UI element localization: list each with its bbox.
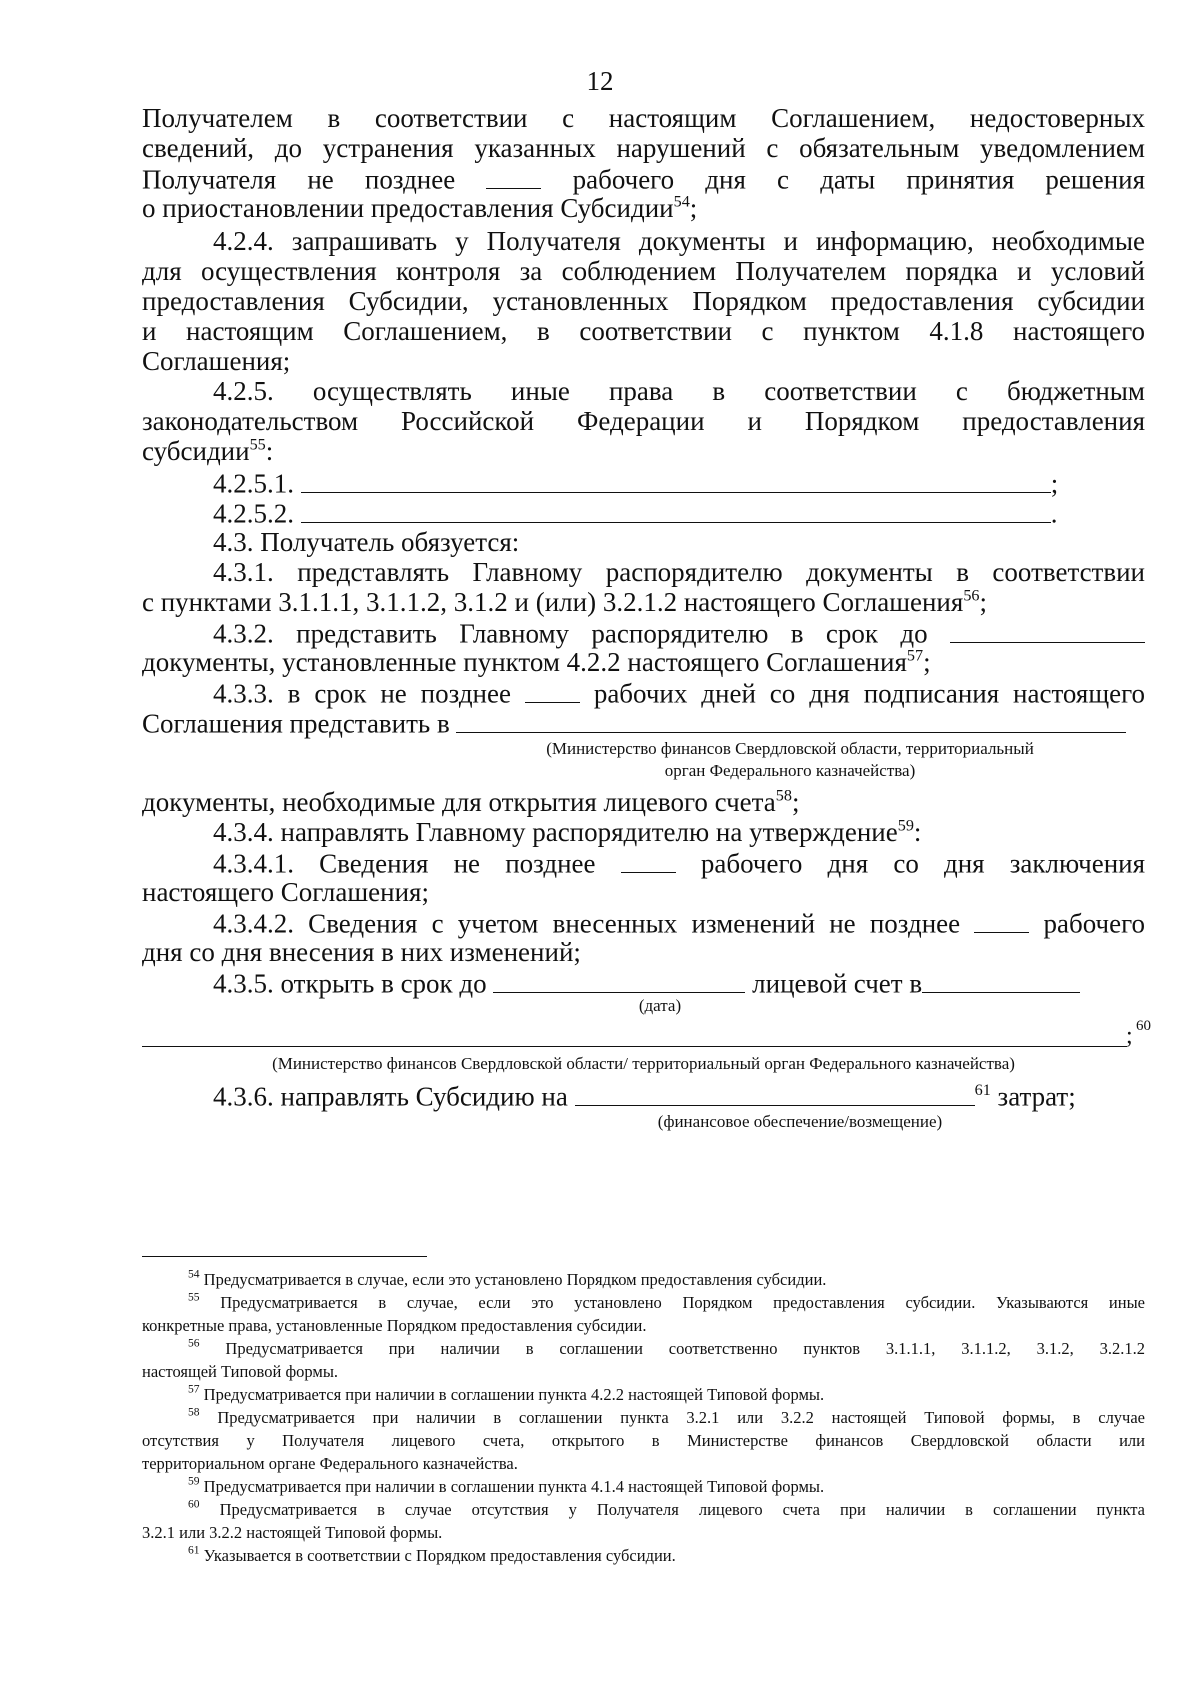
- text-line: [142, 646, 1145, 678]
- footnote-text: Предусматривается при наличии в соглашении пункта 3.2.1 или 3.2.2 настоящей Типовой формы, в случае: [217, 1408, 1145, 1427]
- footnote-number: 55: [188, 1291, 200, 1304]
- text-fragment: 4.2.5.1.: [213, 468, 294, 499]
- text-fragment: 4.3.4.1. Сведения не позднее: [213, 848, 596, 879]
- footnote-number: 58: [188, 1406, 200, 1419]
- blank-field: [456, 706, 1126, 733]
- paragraph-4-3-4: [213, 816, 1145, 848]
- paragraph-4-3-3: [213, 676, 1145, 710]
- paragraph-4-2-5: 4.2.5. осуществлять иные права в соответствии с бюджетным: [213, 376, 1145, 406]
- text-fragment: ;: [979, 587, 988, 617]
- text-fragment: 4.2.5.2.: [213, 498, 294, 529]
- footnote-line: 3.2.1 или 3.2.2 настоящей Типовой формы.: [142, 1523, 443, 1542]
- field-caption: [480, 738, 1100, 782]
- text-line: для осуществления контроля за соблюдением Получателем порядка и условий: [142, 256, 1145, 286]
- footnote-line: настоящей Типовой формы.: [142, 1362, 339, 1381]
- text-fragment: ;: [1050, 468, 1059, 499]
- text-line: предоставления Субсидии, установленных Порядком предоставления субсидии: [142, 286, 1145, 316]
- blank-field: [621, 846, 676, 873]
- footnote-line: отсутствия у Получателя лицевого счета, открытого в Министерстве финансов Свердловской области или: [142, 1431, 1145, 1450]
- text-fragment: Получателя не позднее: [142, 164, 456, 195]
- footnote-text: Предусматривается при наличии в соглашении пункта 4.2.2 настоящей Типовой формы.: [203, 1385, 825, 1404]
- footnote-number: 57: [188, 1383, 200, 1396]
- footnote-text: Указывается в соответствии с Порядком предоставления субсидии.: [203, 1546, 676, 1565]
- text-line: и настоящим Соглашением, в соответствии с пунктом 4.1.8 настоящего: [142, 316, 1145, 346]
- text-fragment: рабочего дня со дня заключения: [700, 848, 1146, 879]
- footnote-56: [188, 1337, 1145, 1360]
- blank-field: [950, 616, 1145, 643]
- text-fragment: :: [913, 817, 922, 847]
- paragraph-4-3-1: 4.3.1. представлять Главному распорядителю документы в соответствии: [213, 557, 1145, 587]
- text-fragment: затрат;: [997, 1081, 1076, 1112]
- blank-field: [493, 966, 745, 993]
- blank-field: [486, 162, 541, 189]
- paragraph-4-2-4: 4.2.4. запрашивать у Получателя документы и информацию, необходимые: [213, 226, 1145, 256]
- footnote-separator: [142, 1256, 427, 1257]
- text-line: [142, 786, 1145, 818]
- text-fragment: о приостановлении предоставления Субсидии: [142, 193, 674, 223]
- text-line: [142, 435, 1145, 467]
- text-fragment: 4.3.3. в срок не позднее: [213, 678, 511, 709]
- text-fragment: Соглашения представить в: [142, 708, 450, 739]
- text-fragment: рабочих дней со дня подписания настоящего: [593, 678, 1146, 709]
- blank-field: [922, 966, 1080, 993]
- text-fragment: документы, необходимые для открытия лицевого счета: [142, 787, 776, 817]
- text-fragment: 4.3.5. открыть в срок до: [213, 968, 487, 999]
- paragraph-4-3-6: [213, 1079, 1145, 1113]
- paragraph-4-3: 4.3. Получатель обязуется:: [213, 527, 520, 557]
- text-fragment: рабочего: [1043, 908, 1145, 939]
- paragraph-4-3-2: [213, 616, 1145, 650]
- text-line: Соглашения;: [142, 346, 291, 376]
- footnote-60: [188, 1498, 1145, 1521]
- text-line: [142, 192, 1145, 224]
- footnote-number: 61: [188, 1544, 200, 1557]
- paragraph-4-2-5-1: [213, 466, 1145, 500]
- footnote-text: Предусматривается при наличии в соглашении пункта 4.1.4 настоящей Типовой формы.: [203, 1477, 825, 1496]
- text-fragment: ;: [689, 193, 698, 223]
- paragraph-4-3-4-1: [213, 846, 1145, 880]
- text-fragment: документы, установленные пунктом 4.2.2 настоящего Соглашения: [142, 647, 907, 677]
- blank-field: [301, 466, 1051, 493]
- text-line: дня со дня внесения в них изменений;: [142, 937, 581, 967]
- footnote-ref: 61: [974, 1081, 991, 1100]
- footnote-text: Предусматривается при наличии в соглашении соответственно пунктов 3.1.1.1, 3.1.1.2, 3.1.2, 3.2.1.2: [225, 1339, 1145, 1358]
- text-fragment: ;: [923, 647, 931, 677]
- page-number: 12: [586, 66, 614, 96]
- footnote-58: [188, 1406, 1145, 1429]
- field-caption: (Министерство финансов Свердловской области/ территориальный орган Федерального казначейства): [272, 1054, 1015, 1073]
- text-line: Получателем в соответствии с настоящим Соглашением, недостоверных: [142, 103, 1145, 133]
- text-fragment: :: [265, 436, 274, 466]
- text-line: законодательством Российской Федерации и Порядком предоставления: [142, 406, 1145, 436]
- footnote-59: [188, 1475, 1145, 1498]
- text-line: настоящего Соглашения;: [142, 877, 429, 907]
- footnote-number: 54: [188, 1268, 200, 1281]
- text-fragment: 4.3.4.2. Сведения с учетом внесенных изменений не позднее: [213, 908, 961, 939]
- text-fragment: 4.3.6. направлять Субсидию на: [213, 1081, 568, 1112]
- paragraph-4-3-4-2: [213, 906, 1145, 940]
- field-caption: (финансовое обеспечение/возмещение): [657, 1112, 943, 1131]
- text-line: [142, 706, 1145, 740]
- blank-field: [142, 1046, 1127, 1047]
- footnote-ref: 56: [963, 586, 980, 605]
- footnote-text: Предусматривается в случае, если это установлено Порядком предоставления субсидии.: [203, 1270, 827, 1289]
- text-line: сведений, до устранения указанных нарушений с обязательным уведомлением: [142, 133, 1145, 163]
- text-fragment: ;: [791, 787, 800, 817]
- footnote-ref: 57: [906, 646, 924, 665]
- text-fragment: рабочего дня с даты принятия решения: [572, 164, 1146, 195]
- paragraph-4-2-5-2: [213, 496, 1145, 530]
- footnote-text: Предусматривается в случае отсутствия у Получателя лицевого счета при наличии в соглашении пункта: [219, 1500, 1146, 1519]
- footnote-57: [188, 1383, 1145, 1406]
- text-fragment: с пунктами 3.1.1.1, 3.1.1.2, 3.1.2 и (или) 3.2.1.2 настоящего Соглашения: [142, 587, 964, 617]
- text-fragment: ;: [1126, 1023, 1133, 1049]
- footnote-ref: 60: [1136, 1018, 1151, 1034]
- footnote-line: конкретные права, установленные Порядком предоставления субсидии.: [142, 1316, 647, 1335]
- footnote-number: 56: [188, 1337, 200, 1350]
- footnote-ref: 55: [249, 435, 266, 454]
- blank-field: [575, 1079, 975, 1106]
- text-fragment: лицевой счет в: [752, 968, 923, 999]
- caption-line: орган Федерального казначейства): [664, 761, 916, 780]
- field-caption: (дата): [638, 996, 682, 1015]
- footnote-61: [188, 1544, 1145, 1567]
- footnote-ref: 58: [775, 786, 792, 805]
- footnote-ref: 54: [673, 192, 690, 211]
- text-fragment: субсидии: [142, 436, 250, 466]
- footnote-text: Предусматривается в случае, если это установлено Порядком предоставления субсидии. Указываются иные: [220, 1293, 1145, 1312]
- footnote-55: [188, 1291, 1145, 1314]
- blank-field: [301, 496, 1051, 523]
- footnote-54: [188, 1268, 1145, 1291]
- text-fragment: 4.3.2. представить Главному распорядителю в срок до: [213, 618, 928, 649]
- blank-field: [974, 906, 1029, 933]
- text-line: [142, 162, 1145, 196]
- footnote-ref: 59: [897, 816, 914, 835]
- footnote-number: 59: [188, 1475, 200, 1488]
- text-fragment: 4.3.4. направлять Главному распорядителю на утверждение: [213, 817, 898, 847]
- text-fragment: .: [1050, 498, 1058, 529]
- text-line: [142, 586, 1145, 618]
- blank-field: [525, 676, 580, 703]
- caption-line: (Министерство финансов Свердловской области, территориальный: [546, 739, 1034, 758]
- footnote-line: территориальном органе Федерального казначейства.: [142, 1454, 518, 1473]
- footnote-number: 60: [188, 1498, 200, 1511]
